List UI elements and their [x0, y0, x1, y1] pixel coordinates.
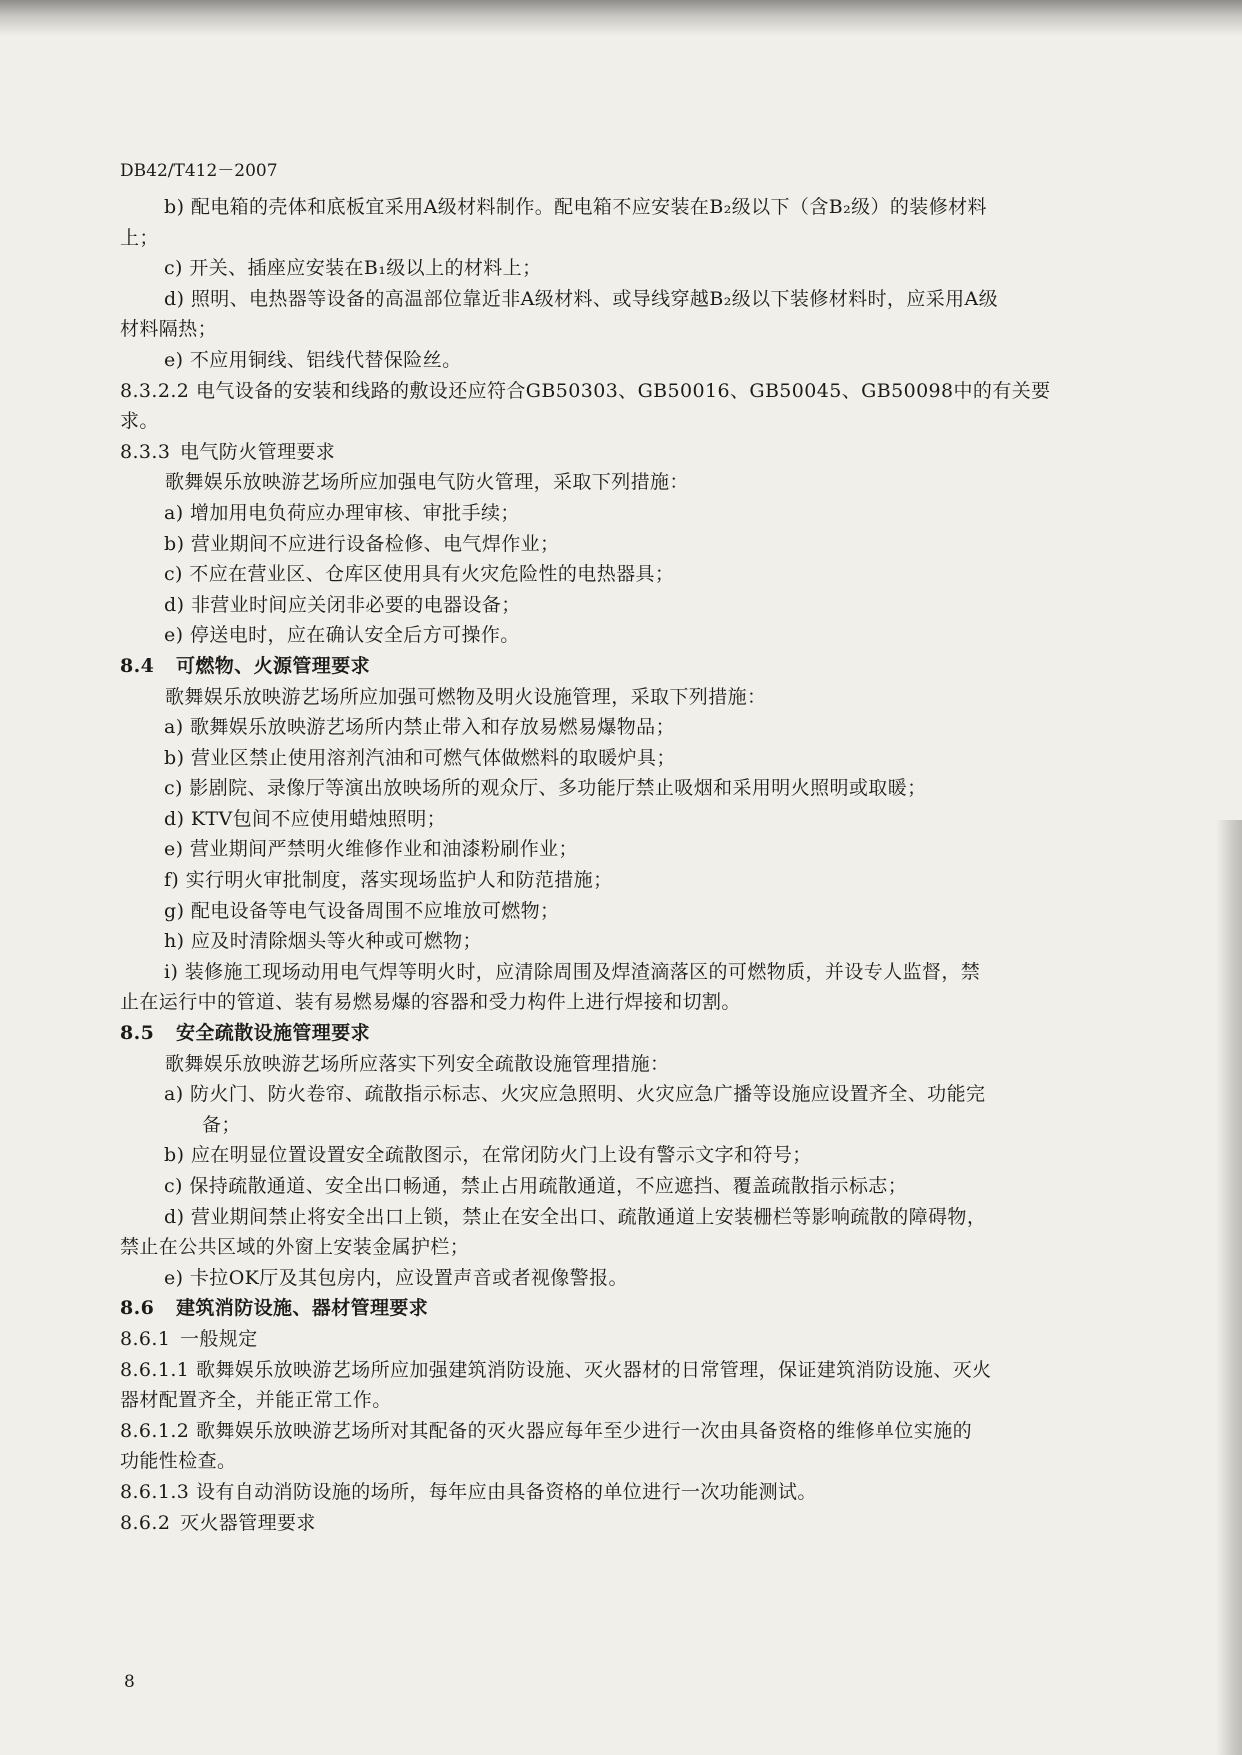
list-item: d) 营业期间禁止将安全出口上锁，禁止在安全出口、疏散通道上安装栅栏等影响疏散的障碍物，: [164, 1205, 987, 1228]
list-item: b) 营业期间不应进行设备检修、电气焊作业；: [164, 532, 560, 555]
text-line: 器材配置齐全，并能正常工作。: [120, 1389, 392, 1412]
list-item: d) KTV包间不应使用蜡烛照明；: [164, 807, 447, 830]
text-line: 备；: [202, 1113, 241, 1136]
paragraph: 歌舞娱乐放映游艺场所应落实下列安全疏散设施管理措施：: [165, 1052, 670, 1075]
text-line: 禁止在公共区域的外窗上安装金属护栏；: [120, 1236, 470, 1259]
section-heading-8-6: 8.6 建筑消防设施、器材管理要求: [120, 1297, 429, 1320]
text-line: 求。: [120, 410, 159, 433]
list-item: e) 营业期间严禁明火维修作业和油漆粉刷作业；: [164, 838, 578, 861]
clause-8-6-1-2: 8.6.1.2 歌舞娱乐放映游艺场所对其配备的灭火器应每年至少进行一次由具备资格的维修单位实施的: [120, 1419, 973, 1442]
list-item: a) 歌舞娱乐放映游艺场所内禁止带入和存放易燃易爆物品；: [164, 716, 675, 739]
list-item: b) 配电箱的壳体和底板宜采用A级材料制作。配电箱不应安装在B₂级以下（含B₂级）的装修材料: [164, 196, 987, 218]
text-line: 上；: [120, 226, 159, 249]
scan-right-shadow: [1216, 820, 1242, 1755]
document-page: [120, 160, 1090, 1538]
list-item: c) 不应在营业区、仓库区使用具有火灾危险性的电热器具；: [164, 563, 675, 586]
list-item: d) 非营业时间应关闭非必要的电器设备；: [164, 593, 521, 616]
heading-8-6-2: 8.6.2 灭火器管理要求: [120, 1511, 316, 1534]
list-item: h) 应及时清除烟头等火种或可燃物；: [164, 930, 482, 953]
list-item: c) 开关、插座应安装在B₁级以上的材料上；: [164, 257, 542, 280]
list-item: c) 保持疏散通道、安全出口畅通，禁止占用疏散通道，不应遮挡、覆盖疏散指示标志；: [164, 1175, 908, 1197]
list-item: a) 防火门、防火卷帘、疏散指示标志、火灾应急照明、火灾应急广播等设施应设置齐全、功能完: [164, 1083, 986, 1106]
section-heading-8-4: 8.4 可燃物、火源管理要求: [120, 654, 371, 677]
list-item: e) 停送电时，应在确认安全后方可操作。: [164, 624, 520, 647]
page-number: 8: [124, 1672, 135, 1692]
heading-8-3-3: 8.3.3 电气防火管理要求: [120, 440, 336, 463]
section-heading-8-5: 8.5 安全疏散设施管理要求: [120, 1022, 371, 1045]
list-item: c) 影剧院、录像厅等演出放映场所的观众厅、多功能厅禁止吸烟和采用明火照明或取暖；: [164, 777, 927, 800]
heading-8-6-1: 8.6.1 一般规定: [120, 1327, 258, 1350]
list-item: b) 应在明显位置设置安全疏散图示，在常闭防火门上设有警示文字和符号；: [164, 1144, 812, 1167]
paragraph: 歌舞娱乐放映游艺场所应加强可燃物及明火设施管理，采取下列措施：: [165, 685, 767, 708]
list-item: f) 实行明火审批制度，落实现场监护人和防范措施；: [164, 869, 613, 892]
paragraph: 歌舞娱乐放映游艺场所应加强电气防火管理，采取下列措施：: [165, 471, 689, 494]
text-line: 止在运行中的管道、装有易燃易爆的容器和受力构件上进行焊接和切割。: [120, 991, 741, 1014]
list-item: i) 装修施工现场动用电气焊等明火时，应清除周围及焊渣滴落区的可燃物质，并设专人监督，禁: [164, 960, 981, 983]
clause-8-6-1-3: 8.6.1.3 设有自动消防设施的场所，每年应由具备资格的单位进行一次功能测试。: [120, 1480, 817, 1503]
text-line: 材料隔热；: [120, 318, 218, 341]
list-item: b) 营业区禁止使用溶剂汽油和可燃气体做燃料的取暖炉具；: [164, 746, 676, 769]
text-line: 功能性检查。: [120, 1450, 237, 1473]
document-id: DB42/T412－2007: [120, 161, 278, 181]
scan-top-shadow: [0, 0, 1242, 36]
list-item: e) 不应用铜线、铝线代替保险丝。: [164, 348, 462, 371]
list-item: a) 增加用电负荷应办理审核、审批手续；: [164, 501, 520, 524]
clause-8-6-1-1: 8.6.1.1 歌舞娱乐放映游艺场所应加强建筑消防设施、灭火器材的日常管理，保证建筑消防设施、灭火: [120, 1358, 992, 1381]
clause-8-3-2-2: 8.3.2.2 电气设备的安装和线路的敷设还应符合GB50303、GB50016、GB50045、GB50098中的有关要: [120, 379, 1051, 402]
list-item: d) 照明、电热器等设备的高温部位靠近非A级材料、或导线穿越B₂级以下装修材料时，应采用A级: [164, 287, 999, 310]
list-item: g) 配电设备等电气设备周围不应堆放可燃物；: [164, 899, 560, 922]
list-item: e) 卡拉OK厅及其包房内，应设置声音或者视像警报。: [164, 1266, 628, 1289]
